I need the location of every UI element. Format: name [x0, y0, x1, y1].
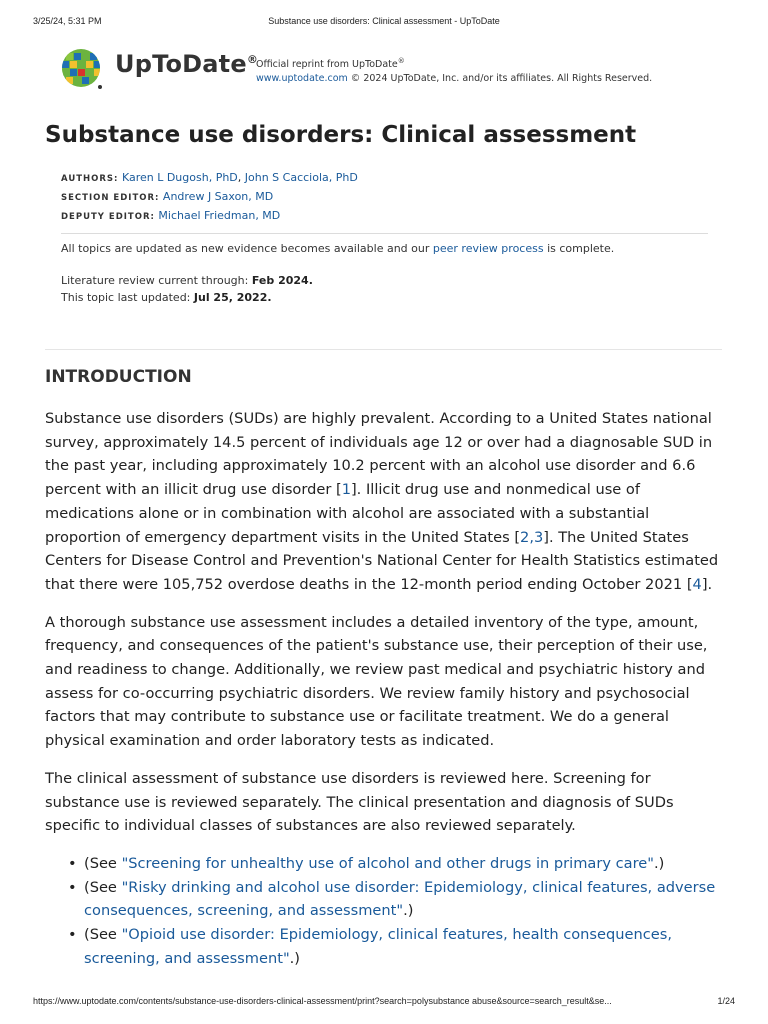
- peer-review-link[interactable]: peer review process: [432, 242, 544, 255]
- last-updated-label: This topic last updated:: [61, 291, 194, 304]
- text-run: Substance use disorders (SUDs) are highly prevalent. According to a United States national survey, approximately 14.5 percent of individuals age 12 or over had a diagnosable SUD in the past year, including approximately 10.2 percent with an alcohol use disorder and 6.6 percent with an illicit drug use disorder [: [45, 410, 713, 499]
- reprint-line: Official reprint from UpToDate: [256, 59, 398, 71]
- see-also-list: [68, 852, 725, 971]
- print-page-title: Substance use disorders: Clinical assessment - UpToDate: [268, 16, 500, 26]
- deputy-editor-row: [61, 207, 358, 226]
- section-editor-link[interactable]: Andrew J Saxon, MD: [162, 190, 274, 203]
- section-editor-label: SECTION EDITOR:: [61, 193, 160, 203]
- lit-review-date: Feb 2024.: [251, 274, 313, 287]
- see-prefix: (See: [84, 854, 122, 872]
- lit-review-row: [61, 272, 313, 289]
- authors-row: AUTHORS: Karen L Dugosh, PhD, John S Cacciola, PhD: [61, 171, 358, 184]
- see-suffix: .): [654, 854, 665, 872]
- intro-paragraph-3: The clinical assessment of substance use disorders is reviewed here. Screening for substance use is reviewed separately. The clinical presentation and diagnosis of SUDs specific to individual classes of substances are also reviewed separately.: [45, 769, 674, 835]
- print-datetime: 3/25/24, 5:31 PM: [33, 16, 102, 26]
- lit-review-label: Literature review current through:: [61, 274, 252, 287]
- article-credits: [61, 169, 358, 226]
- topic-link[interactable]: "Risky drinking and alcohol use disorder: Epidemiology, clinical features, adverse consequences, screening, and assessment": [84, 878, 716, 920]
- author-link[interactable]: John S Cacciola, PhD: [244, 171, 358, 184]
- see-suffix: .): [289, 949, 301, 967]
- see-suffix: .): [403, 902, 414, 920]
- deputy-editor-label: DEPUTY EDITOR:: [61, 212, 155, 222]
- section-body: [45, 407, 725, 970]
- update-notice: [61, 242, 614, 255]
- reference-link[interactable]: 4: [692, 575, 702, 593]
- brand-header: [60, 47, 700, 91]
- text-run: ]. The United States Centers for Disease Control and Prevention's National Center for Health Statistics estimated that there were 105,752 overdose deaths in the 12-month period ending October 2021 [: [45, 528, 719, 593]
- see-prefix: (See: [84, 926, 122, 944]
- brand-trademark: ®: [246, 53, 259, 66]
- intro-paragraph-1: [45, 407, 725, 597]
- author-link[interactable]: Karen L Dugosh, PhD: [121, 171, 238, 184]
- brand-name: UpToDate: [115, 50, 247, 78]
- reference-link[interactable]: 2,3: [520, 528, 544, 546]
- divider: [45, 349, 722, 350]
- copyright-text: © 2024 UpToDate, Inc. and/or its affiliates. All Rights Reserved.: [347, 73, 653, 85]
- section-heading: INTRODUCTION: [45, 367, 192, 387]
- authors-label: AUTHORS:: [61, 174, 119, 184]
- section-editor-row: [61, 188, 358, 207]
- last-updated-row: [61, 289, 313, 306]
- review-dates: [61, 272, 313, 306]
- notice-suffix: is complete.: [543, 242, 615, 255]
- uptodate-site-link[interactable]: www.uptodate.com: [256, 73, 348, 85]
- deputy-editor-link[interactable]: Michael Friedman, MD: [158, 209, 281, 222]
- last-updated-date: Jul 25, 2022.: [193, 291, 272, 304]
- see-prefix: (See: [84, 878, 122, 896]
- reprint-trademark: ®: [397, 57, 405, 65]
- uptodate-logo-icon: [60, 47, 104, 91]
- list-item: [68, 923, 725, 970]
- list-item: [68, 852, 725, 876]
- brand-wordmark: [115, 50, 258, 78]
- text-run: ]. Illicit drug use and nonmedical use of medications alone or in combination with alcohol are associated with a substantial proportion of emergency department visits in the United States [: [45, 481, 650, 546]
- topic-link[interactable]: "Opioid use disorder: Epidemiology, clinical features, health consequences, screening, and assessment": [84, 926, 672, 967]
- article-title: Substance use disorders: Clinical assessment: [45, 122, 637, 148]
- print-page-number: 1/24: [717, 996, 735, 1006]
- reference-link[interactable]: 1: [341, 481, 351, 499]
- print-url: https://www.uptodate.com/contents/substance-use-disorders-clinical-assessment/print?search=polysubstance abuse&source=search_result&se...: [33, 996, 612, 1006]
- list-item: [68, 876, 725, 923]
- intro-paragraph-2: A thorough substance use assessment includes a detailed inventory of the type, amount, frequency, and consequences of the patient's substance use, their perception of their use, and readiness to change. Additionally, we review past medical and psychiatric history and assess for co-occurring psychiatric disorders. We review family history and psychosocial factors that may contribute to substance use or facilitate treatment. We do a general physical examination and order laboratory tests as indicated.: [45, 613, 708, 750]
- reprint-notice: [256, 54, 652, 86]
- topic-link[interactable]: "Screening for unhealthy use of alcohol and other drugs in primary care": [121, 854, 654, 872]
- divider: [61, 233, 708, 234]
- notice-prefix: All topics are updated as new evidence becomes available and our: [61, 242, 433, 255]
- text-run: ].: [701, 575, 713, 593]
